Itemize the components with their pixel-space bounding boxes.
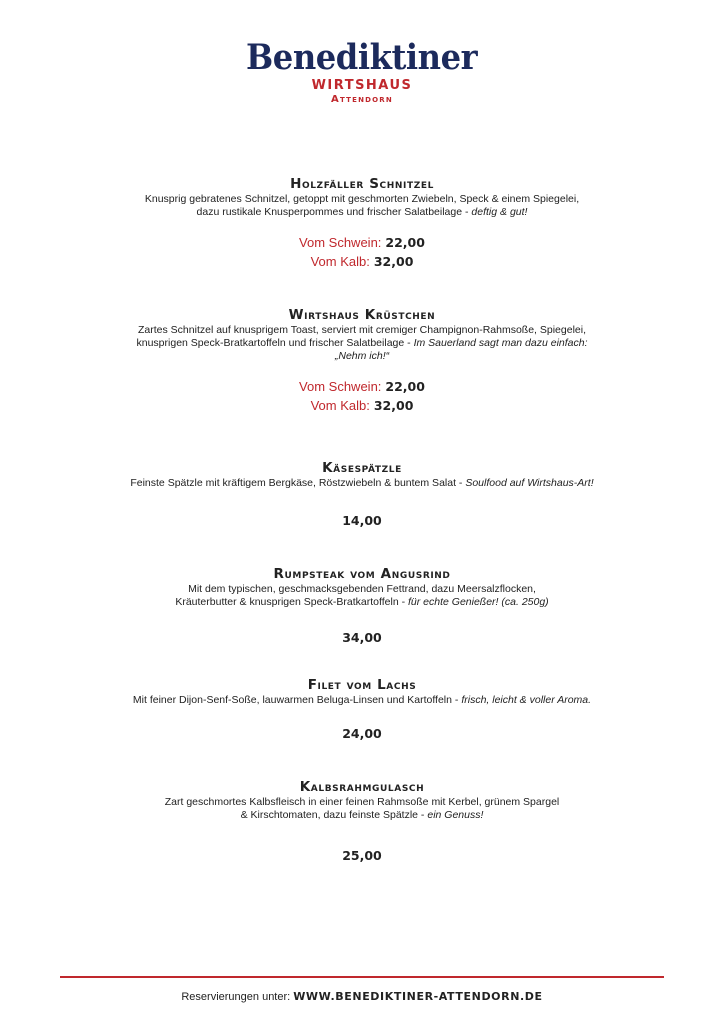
dish-description: Mit dem typischen, geschmacksgebenden Fettrand, dazu Meersalzflocken, Kräuterbutter & knusprigen Speck-Bratkartoffeln - für echte Genießer! (ca. 250g) <box>175 583 549 608</box>
price-list <box>0 377 724 415</box>
dish-title: Käsespätzle <box>322 460 402 476</box>
dish-description: Mit feiner Dijon-Senf-Soße, lauwarmen Beluga-Linsen und Kartoffeln - frisch, leicht & voller Aroma. <box>132 694 592 706</box>
brand-location: Attendorn <box>331 94 393 105</box>
menu-item-kalbsrahmgulasch <box>0 778 724 822</box>
dish-title: Rumpsteak vom Angusrind <box>273 566 451 582</box>
dish-price: 34,00 <box>342 630 382 645</box>
dish-price: 14,00 <box>342 513 382 528</box>
menu-item-rumpsteak <box>0 565 724 609</box>
dish-title: Kalbsrahmgulasch <box>299 779 425 795</box>
dish-description: Zart geschmortes Kalbsfleisch in einer feinen Rahmsoße mit Kerbel, grünem Spargel & Kirschtomaten, dazu feinste Spätzle - ein Genuss! <box>164 796 560 821</box>
menu-item-kaesespaetzle <box>0 459 724 490</box>
dish-title: Filet vom Lachs <box>307 677 417 693</box>
logo-header <box>0 38 724 106</box>
menu-item-holzfaeller-schnitzel <box>0 175 724 271</box>
footer-divider <box>60 976 664 978</box>
dish-description: Knusprig gebratenes Schnitzel, getoppt mit geschmorten Zwiebeln, Speck & einem Spiegelei, dazu rustikale Knusperpommes und frischer Salatbeilage - deftig & gut! <box>144 193 580 218</box>
menu-item-filet-vom-lachs <box>0 676 724 707</box>
price-list <box>0 233 724 271</box>
price-line: Vom Schwein: 22,00 <box>299 235 425 250</box>
website-link[interactable]: WWW.BENEDIKTINER-ATTENDORN.DE <box>293 990 543 1003</box>
price-line: Vom Kalb: 32,00 <box>310 254 414 269</box>
reservation-label: Reservierungen unter: <box>181 991 291 1003</box>
dish-title: Wirtshaus Krüstchen <box>288 307 436 323</box>
dish-price: 25,00 <box>342 848 382 863</box>
brand-logo: Benediktiner <box>246 37 478 78</box>
footer <box>0 990 724 1003</box>
dish-description: Zartes Schnitzel auf knusprigem Toast, serviert mit cremiger Champignon-Rahmsoße, Spiegelei, knusprigen Speck-Bratkartoffeln und frischer Salatbeilage - Im Sauerland sagt man dazu einfach: „Nehm ich!“ <box>136 324 588 362</box>
dish-price: 24,00 <box>342 726 382 741</box>
dish-title: Holzfäller Schnitzel <box>290 176 434 192</box>
price-line: Vom Kalb: 32,00 <box>310 398 414 413</box>
dish-description: Feinste Spätzle mit kräftigem Bergkäse, Röstzwiebeln & buntem Salat - Soulfood auf Wirtshaus-Art! <box>130 477 594 489</box>
price-line: Vom Schwein: 22,00 <box>299 379 425 394</box>
brand-subtitle: WIRTSHAUS <box>311 78 413 93</box>
menu-item-wirtshaus-kruestchen <box>0 306 724 415</box>
